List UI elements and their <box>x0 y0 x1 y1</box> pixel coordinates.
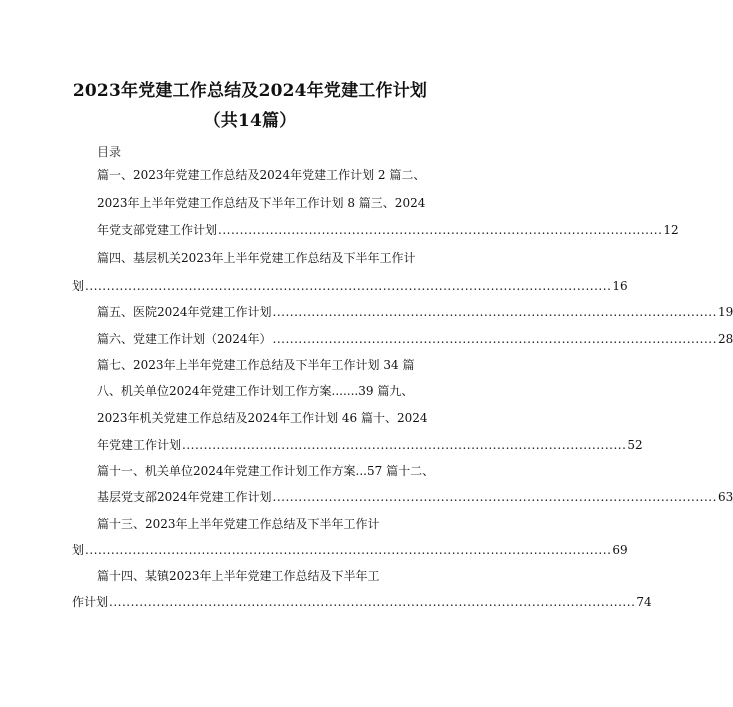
toc-line-text: 篇十四、某镇2023年上半年党建工作总结及下半年工 <box>97 569 380 583</box>
toc-line <box>72 278 628 294</box>
toc-leader-dots: .......................................................................................................................... <box>85 279 612 293</box>
toc-leader-dots: .......................................................................................................................... <box>85 543 612 557</box>
toc-line-text: 篇七、2023年上半年党建工作总结及下半年工作计划 34 篇 <box>97 358 415 372</box>
toc-line-text: 篇四、基层机关2023年上半年党建工作总结及下半年工作计 <box>97 251 416 265</box>
toc-line <box>97 516 380 532</box>
toc-line <box>97 331 733 347</box>
toc-leader-dots: .......................................................................................................................... <box>109 595 636 609</box>
toc-line-text: 篇十一、机关单位2024年党建工作计划工作方案...57 篇十二、 <box>97 464 435 478</box>
toc-line-text: 篇十三、2023年上半年党建工作总结及下半年工作计 <box>97 517 380 531</box>
toc-line <box>97 489 733 505</box>
toc-page-number: 16 <box>612 279 628 293</box>
toc-page-number: 28 <box>717 332 733 346</box>
toc-line <box>72 542 628 558</box>
toc-page-number: 12 <box>663 223 679 237</box>
toc-leader-dots: ....................................................................................................... <box>182 438 627 452</box>
toc-line <box>97 250 416 266</box>
toc-line-text: 年党建工作计划 <box>97 438 182 452</box>
toc-page-number: 63 <box>717 490 733 504</box>
document-subtitle: （共14篇） <box>203 111 297 131</box>
toc-line <box>97 222 679 238</box>
toc-line <box>97 437 643 453</box>
toc-leader-dots: ....................................................................................................... <box>272 332 717 346</box>
toc-line <box>97 167 425 183</box>
toc-line-text: 基层党支部2024年党建工作计划 <box>97 490 272 504</box>
toc-line <box>97 357 414 373</box>
toc-line-text: 篇五、医院2024年党建工作计划 <box>97 305 272 319</box>
toc-line-text: 作计划 <box>72 595 109 609</box>
toc-line <box>97 195 425 211</box>
toc-line <box>97 304 733 320</box>
toc-line-text: 篇六、党建工作计划（2024年） <box>97 332 272 346</box>
toc-line-text: 2023年上半年党建工作总结及下半年工作计划 8 篇三、2024 <box>97 196 426 210</box>
toc-line <box>97 463 434 479</box>
toc-heading: 目录 <box>97 145 122 159</box>
toc-leader-dots: ....................................................................................................... <box>272 490 717 504</box>
toc-line <box>97 568 380 584</box>
toc-line <box>72 594 652 610</box>
toc-line-text: 划 <box>72 279 85 293</box>
toc-line <box>97 410 428 426</box>
toc-line <box>97 383 413 399</box>
document-title: 2023年党建工作总结及2024年党建工作计划 <box>72 81 428 101</box>
toc-leader-dots: ....................................................................................................... <box>272 305 717 319</box>
toc-line-text: 2023年机关党建工作总结及2024年工作计划 46 篇十、2024 <box>97 411 428 425</box>
toc-page-number: 69 <box>612 543 628 557</box>
toc-line-text: 八、机关单位2024年党建工作计划工作方案.......39 篇九、 <box>97 384 414 398</box>
toc-page-number: 52 <box>627 438 643 452</box>
toc-page-number: 74 <box>636 595 652 609</box>
toc-line-text: 划 <box>72 543 85 557</box>
toc-leader-dots: ....................................................................................................... <box>218 223 663 237</box>
toc-line-text: 篇一、2023年党建工作总结及2024年党建工作计划 2 篇二、 <box>97 168 426 182</box>
toc-page-number: 19 <box>717 305 733 319</box>
toc-line-text: 年党支部党建工作计划 <box>97 223 218 237</box>
